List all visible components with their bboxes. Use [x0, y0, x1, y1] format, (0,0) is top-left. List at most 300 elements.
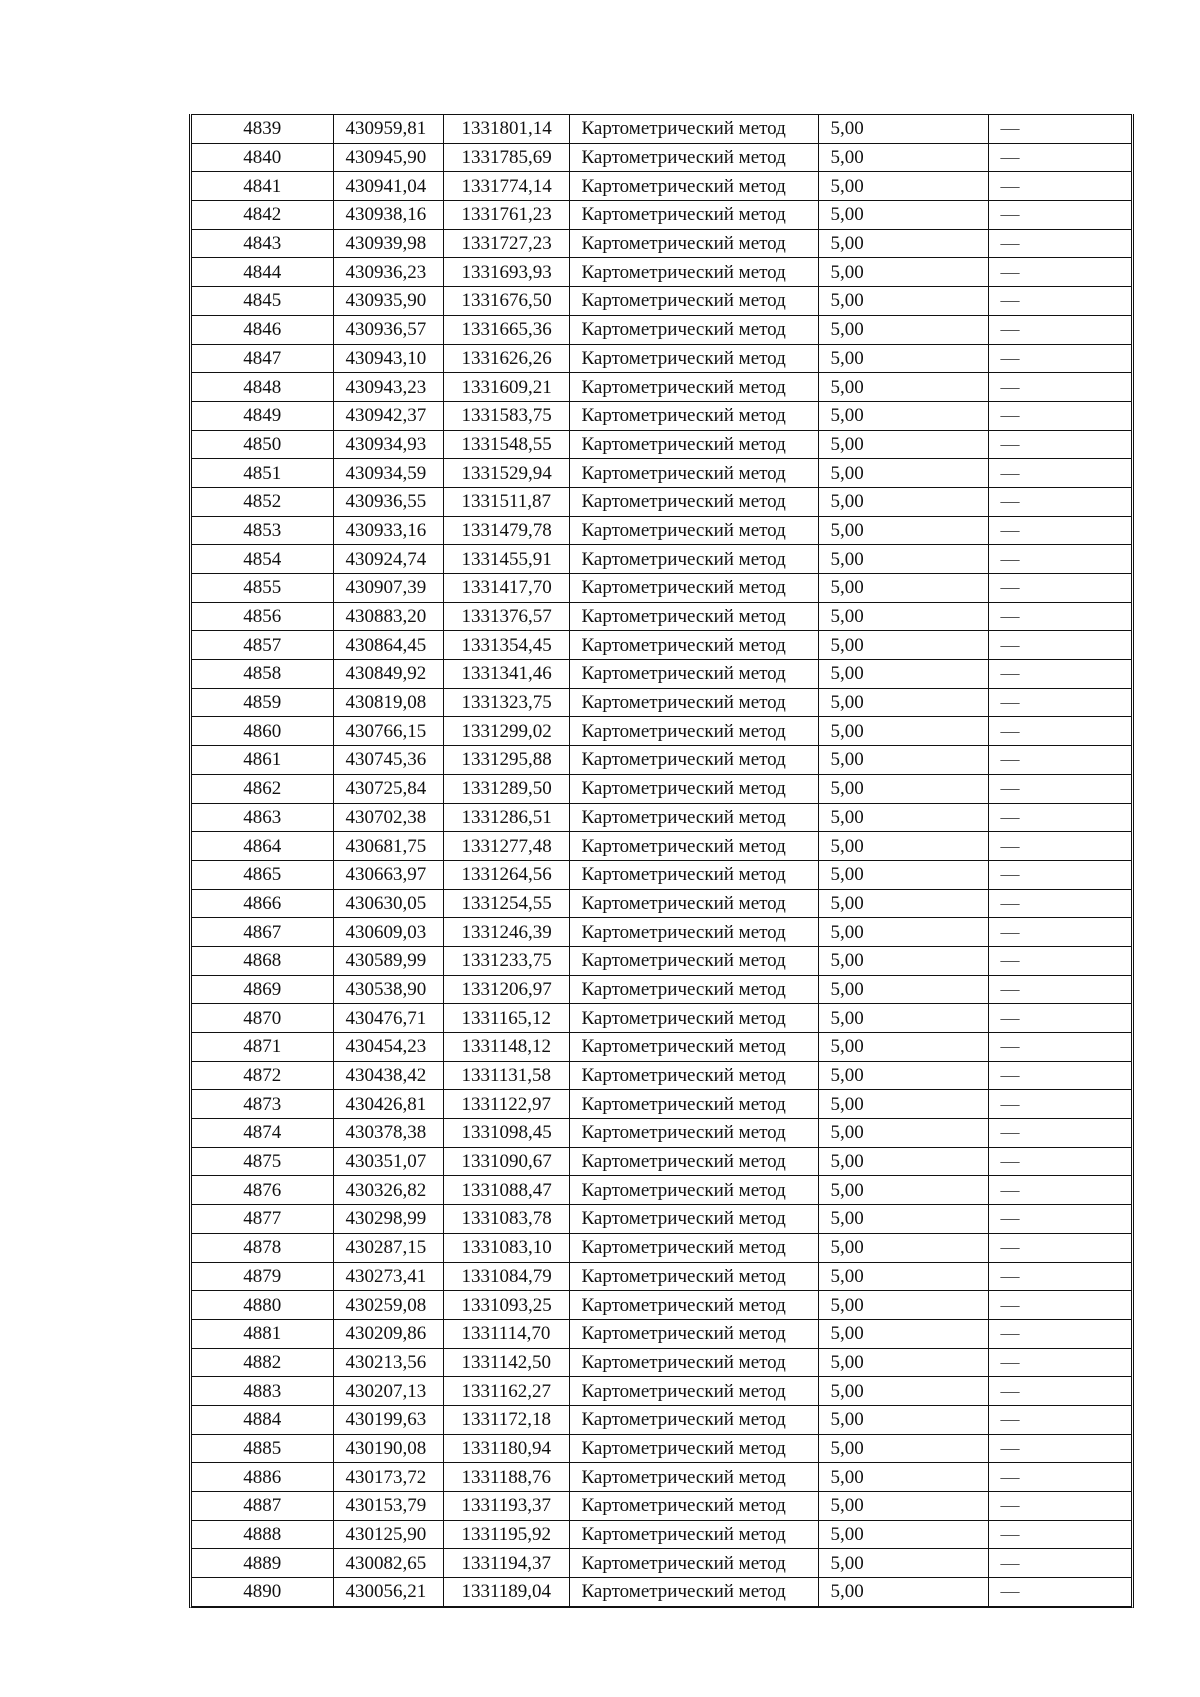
accuracy-cell: 5,00: [818, 315, 988, 344]
accuracy-cell: 5,00: [818, 1520, 988, 1549]
table-row: [192, 1492, 1131, 1521]
description-cell: —: [988, 1176, 1131, 1205]
point-number-cell: 4870: [192, 1004, 333, 1033]
x-coordinate-cell: 430907,39: [333, 574, 443, 603]
method-cell: Картометрический метод: [569, 1262, 818, 1291]
accuracy-cell: 5,00: [818, 430, 988, 459]
method-cell: Картометрический метод: [569, 918, 818, 947]
method-cell: Картометрический метод: [569, 143, 818, 172]
point-number-cell: 4850: [192, 430, 333, 459]
accuracy-cell: 5,00: [818, 660, 988, 689]
accuracy-cell: 5,00: [818, 258, 988, 287]
accuracy-cell: 5,00: [818, 401, 988, 430]
table-row: [192, 1119, 1131, 1148]
description-cell: —: [988, 1463, 1131, 1492]
table-row: [192, 832, 1131, 861]
y-coordinate-cell: 1331529,94: [443, 459, 569, 488]
x-coordinate-cell: 430082,65: [333, 1549, 443, 1578]
y-coordinate-cell: 1331180,94: [443, 1434, 569, 1463]
method-cell: Картометрический метод: [569, 1377, 818, 1406]
x-coordinate-cell: 430589,99: [333, 946, 443, 975]
table-row: [192, 287, 1131, 316]
x-coordinate-cell: 430766,15: [333, 717, 443, 746]
table-row: [192, 315, 1131, 344]
point-number-cell: 4890: [192, 1578, 333, 1607]
y-coordinate-cell: 1331148,12: [443, 1033, 569, 1062]
description-cell: —: [988, 1205, 1131, 1234]
x-coordinate-cell: 430945,90: [333, 143, 443, 172]
method-cell: Картометрический метод: [569, 860, 818, 889]
description-cell: —: [988, 258, 1131, 287]
x-coordinate-cell: 430173,72: [333, 1463, 443, 1492]
point-number-cell: 4867: [192, 918, 333, 947]
description-cell: —: [988, 1348, 1131, 1377]
description-cell: —: [988, 1319, 1131, 1348]
y-coordinate-cell: 1331083,78: [443, 1205, 569, 1234]
accuracy-cell: 5,00: [818, 201, 988, 230]
method-cell: Картометрический метод: [569, 373, 818, 402]
y-coordinate-cell: 1331122,97: [443, 1090, 569, 1119]
accuracy-cell: 5,00: [818, 115, 988, 144]
accuracy-cell: 5,00: [818, 832, 988, 861]
accuracy-cell: 5,00: [818, 516, 988, 545]
table-row: [192, 459, 1131, 488]
y-coordinate-cell: 1331194,37: [443, 1549, 569, 1578]
y-coordinate-cell: 1331511,87: [443, 487, 569, 516]
table-row: [192, 602, 1131, 631]
method-cell: Картометрический метод: [569, 832, 818, 861]
method-cell: Картометрический метод: [569, 401, 818, 430]
description-cell: —: [988, 459, 1131, 488]
x-coordinate-cell: 430725,84: [333, 774, 443, 803]
method-cell: Картометрический метод: [569, 631, 818, 660]
accuracy-cell: 5,00: [818, 975, 988, 1004]
y-coordinate-cell: 1331162,27: [443, 1377, 569, 1406]
accuracy-cell: 5,00: [818, 287, 988, 316]
description-cell: —: [988, 344, 1131, 373]
point-number-cell: 4869: [192, 975, 333, 1004]
y-coordinate-cell: 1331131,58: [443, 1061, 569, 1090]
description-cell: —: [988, 660, 1131, 689]
table-row: [192, 688, 1131, 717]
method-cell: Картометрический метод: [569, 746, 818, 775]
method-cell: Картометрический метод: [569, 688, 818, 717]
y-coordinate-cell: 1331727,23: [443, 229, 569, 258]
y-coordinate-cell: 1331583,75: [443, 401, 569, 430]
method-cell: Картометрический метод: [569, 975, 818, 1004]
accuracy-cell: 5,00: [818, 1348, 988, 1377]
table-row: [192, 430, 1131, 459]
table-row: [192, 1262, 1131, 1291]
method-cell: Картометрический метод: [569, 1319, 818, 1348]
point-number-cell: 4883: [192, 1377, 333, 1406]
accuracy-cell: 5,00: [818, 1262, 988, 1291]
y-coordinate-cell: 1331093,25: [443, 1291, 569, 1320]
point-number-cell: 4857: [192, 631, 333, 660]
point-number-cell: 4862: [192, 774, 333, 803]
method-cell: Картометрический метод: [569, 1520, 818, 1549]
point-number-cell: 4878: [192, 1233, 333, 1262]
accuracy-cell: 5,00: [818, 1549, 988, 1578]
table-row: [192, 918, 1131, 947]
y-coordinate-cell: 1331246,39: [443, 918, 569, 947]
x-coordinate-cell: 430199,63: [333, 1405, 443, 1434]
y-coordinate-cell: 1331295,88: [443, 746, 569, 775]
x-coordinate-cell: 430298,99: [333, 1205, 443, 1234]
point-number-cell: 4860: [192, 717, 333, 746]
point-number-cell: 4863: [192, 803, 333, 832]
table-row: [192, 631, 1131, 660]
description-cell: —: [988, 860, 1131, 889]
table-row: [192, 975, 1131, 1004]
table-row: [192, 803, 1131, 832]
method-cell: Картометрический метод: [569, 574, 818, 603]
x-coordinate-cell: 430609,03: [333, 918, 443, 947]
table-row: [192, 1520, 1131, 1549]
accuracy-cell: 5,00: [818, 946, 988, 975]
point-number-cell: 4879: [192, 1262, 333, 1291]
accuracy-cell: 5,00: [818, 1434, 988, 1463]
table-row: [192, 344, 1131, 373]
method-cell: Картометрический метод: [569, 172, 818, 201]
point-number-cell: 4840: [192, 143, 333, 172]
point-number-cell: 4865: [192, 860, 333, 889]
point-number-cell: 4841: [192, 172, 333, 201]
description-cell: —: [988, 143, 1131, 172]
description-cell: —: [988, 717, 1131, 746]
point-number-cell: 4868: [192, 946, 333, 975]
x-coordinate-cell: 430941,04: [333, 172, 443, 201]
description-cell: —: [988, 774, 1131, 803]
accuracy-cell: 5,00: [818, 717, 988, 746]
table-row: [192, 545, 1131, 574]
point-number-cell: 4846: [192, 315, 333, 344]
point-number-cell: 4855: [192, 574, 333, 603]
table-row: [192, 487, 1131, 516]
description-cell: —: [988, 803, 1131, 832]
accuracy-cell: 5,00: [818, 1578, 988, 1607]
table-row: [192, 1319, 1131, 1348]
point-number-cell: 4876: [192, 1176, 333, 1205]
x-coordinate-cell: 430745,36: [333, 746, 443, 775]
table-row: [192, 746, 1131, 775]
accuracy-cell: 5,00: [818, 1463, 988, 1492]
description-cell: —: [988, 1061, 1131, 1090]
accuracy-cell: 5,00: [818, 688, 988, 717]
accuracy-cell: 5,00: [818, 774, 988, 803]
x-coordinate-cell: 430959,81: [333, 115, 443, 144]
y-coordinate-cell: 1331083,10: [443, 1233, 569, 1262]
point-number-cell: 4873: [192, 1090, 333, 1119]
x-coordinate-cell: 430538,90: [333, 975, 443, 1004]
point-number-cell: 4874: [192, 1119, 333, 1148]
description-cell: —: [988, 487, 1131, 516]
table-body: [192, 115, 1131, 1607]
method-cell: Картометрический метод: [569, 459, 818, 488]
table-row: [192, 717, 1131, 746]
method-cell: Картометрический метод: [569, 430, 818, 459]
description-cell: —: [988, 1377, 1131, 1406]
description-cell: —: [988, 172, 1131, 201]
point-number-cell: 4851: [192, 459, 333, 488]
description-cell: —: [988, 1291, 1131, 1320]
point-number-cell: 4875: [192, 1147, 333, 1176]
x-coordinate-cell: 430378,38: [333, 1119, 443, 1148]
accuracy-cell: 5,00: [818, 1176, 988, 1205]
table-row: [192, 1147, 1131, 1176]
y-coordinate-cell: 1331289,50: [443, 774, 569, 803]
method-cell: Картометрический метод: [569, 1090, 818, 1119]
table-row: [192, 889, 1131, 918]
description-cell: —: [988, 201, 1131, 230]
x-coordinate-cell: 430943,23: [333, 373, 443, 402]
point-number-cell: 4854: [192, 545, 333, 574]
x-coordinate-cell: 430259,08: [333, 1291, 443, 1320]
accuracy-cell: 5,00: [818, 1147, 988, 1176]
point-number-cell: 4872: [192, 1061, 333, 1090]
x-coordinate-cell: 430476,71: [333, 1004, 443, 1033]
method-cell: Картометрический метод: [569, 1004, 818, 1033]
point-number-cell: 4877: [192, 1205, 333, 1234]
y-coordinate-cell: 1331455,91: [443, 545, 569, 574]
table-row: [192, 143, 1131, 172]
point-number-cell: 4887: [192, 1492, 333, 1521]
y-coordinate-cell: 1331189,04: [443, 1578, 569, 1607]
description-cell: —: [988, 1578, 1131, 1607]
description-cell: —: [988, 401, 1131, 430]
description-cell: —: [988, 287, 1131, 316]
y-coordinate-cell: 1331417,70: [443, 574, 569, 603]
description-cell: —: [988, 1405, 1131, 1434]
point-number-cell: 4884: [192, 1405, 333, 1434]
accuracy-cell: 5,00: [818, 1291, 988, 1320]
coordinates-table: [192, 114, 1131, 1607]
point-number-cell: 4845: [192, 287, 333, 316]
y-coordinate-cell: 1331693,93: [443, 258, 569, 287]
table-row: [192, 1348, 1131, 1377]
x-coordinate-cell: 430351,07: [333, 1147, 443, 1176]
table-row: [192, 574, 1131, 603]
point-number-cell: 4881: [192, 1319, 333, 1348]
accuracy-cell: 5,00: [818, 229, 988, 258]
description-cell: —: [988, 1520, 1131, 1549]
accuracy-cell: 5,00: [818, 1033, 988, 1062]
x-coordinate-cell: 430849,92: [333, 660, 443, 689]
table-row: [192, 1549, 1131, 1578]
y-coordinate-cell: 1331165,12: [443, 1004, 569, 1033]
x-coordinate-cell: 430936,23: [333, 258, 443, 287]
method-cell: Картометрический метод: [569, 774, 818, 803]
x-coordinate-cell: 430864,45: [333, 631, 443, 660]
description-cell: —: [988, 1549, 1131, 1578]
description-cell: —: [988, 1492, 1131, 1521]
accuracy-cell: 5,00: [818, 459, 988, 488]
point-number-cell: 4849: [192, 401, 333, 430]
point-number-cell: 4856: [192, 602, 333, 631]
table-row: [192, 1090, 1131, 1119]
x-coordinate-cell: 430935,90: [333, 287, 443, 316]
description-cell: —: [988, 1434, 1131, 1463]
description-cell: —: [988, 1004, 1131, 1033]
description-cell: —: [988, 688, 1131, 717]
accuracy-cell: 5,00: [818, 1119, 988, 1148]
x-coordinate-cell: 430209,86: [333, 1319, 443, 1348]
y-coordinate-cell: 1331188,76: [443, 1463, 569, 1492]
description-cell: —: [988, 889, 1131, 918]
y-coordinate-cell: 1331299,02: [443, 717, 569, 746]
description-cell: —: [988, 975, 1131, 1004]
point-number-cell: 4861: [192, 746, 333, 775]
description-cell: —: [988, 1119, 1131, 1148]
point-number-cell: 4858: [192, 660, 333, 689]
x-coordinate-cell: 430213,56: [333, 1348, 443, 1377]
point-number-cell: 4886: [192, 1463, 333, 1492]
table-row: [192, 946, 1131, 975]
y-coordinate-cell: 1331341,46: [443, 660, 569, 689]
table-row: [192, 115, 1131, 144]
method-cell: Картометрический метод: [569, 1434, 818, 1463]
point-number-cell: 4852: [192, 487, 333, 516]
x-coordinate-cell: 430630,05: [333, 889, 443, 918]
table-row: [192, 516, 1131, 545]
description-cell: —: [988, 229, 1131, 258]
y-coordinate-cell: 1331785,69: [443, 143, 569, 172]
accuracy-cell: 5,00: [818, 172, 988, 201]
description-cell: —: [988, 602, 1131, 631]
y-coordinate-cell: 1331098,45: [443, 1119, 569, 1148]
accuracy-cell: 5,00: [818, 344, 988, 373]
description-cell: —: [988, 746, 1131, 775]
accuracy-cell: 5,00: [818, 1492, 988, 1521]
description-cell: —: [988, 1147, 1131, 1176]
point-number-cell: 4864: [192, 832, 333, 861]
x-coordinate-cell: 430702,38: [333, 803, 443, 832]
table-row: [192, 401, 1131, 430]
y-coordinate-cell: 1331801,14: [443, 115, 569, 144]
accuracy-cell: 5,00: [818, 373, 988, 402]
x-coordinate-cell: 430819,08: [333, 688, 443, 717]
table-row: [192, 1176, 1131, 1205]
accuracy-cell: 5,00: [818, 1090, 988, 1119]
point-number-cell: 4859: [192, 688, 333, 717]
y-coordinate-cell: 1331323,75: [443, 688, 569, 717]
x-coordinate-cell: 430936,55: [333, 487, 443, 516]
table-row: [192, 1578, 1131, 1607]
point-number-cell: 4842: [192, 201, 333, 230]
x-coordinate-cell: 430287,15: [333, 1233, 443, 1262]
description-cell: —: [988, 574, 1131, 603]
method-cell: Картометрический метод: [569, 258, 818, 287]
accuracy-cell: 5,00: [818, 746, 988, 775]
method-cell: Картометрический метод: [569, 660, 818, 689]
x-coordinate-cell: 430934,93: [333, 430, 443, 459]
method-cell: Картометрический метод: [569, 889, 818, 918]
y-coordinate-cell: 1331142,50: [443, 1348, 569, 1377]
x-coordinate-cell: 430681,75: [333, 832, 443, 861]
table-row: [192, 1033, 1131, 1062]
accuracy-cell: 5,00: [818, 1377, 988, 1406]
table-row: [192, 1004, 1131, 1033]
accuracy-cell: 5,00: [818, 860, 988, 889]
point-number-cell: 4889: [192, 1549, 333, 1578]
description-cell: —: [988, 115, 1131, 144]
accuracy-cell: 5,00: [818, 143, 988, 172]
accuracy-cell: 5,00: [818, 1233, 988, 1262]
x-coordinate-cell: 430936,57: [333, 315, 443, 344]
x-coordinate-cell: 430153,79: [333, 1492, 443, 1521]
description-cell: —: [988, 832, 1131, 861]
accuracy-cell: 5,00: [818, 918, 988, 947]
x-coordinate-cell: 430426,81: [333, 1090, 443, 1119]
x-coordinate-cell: 430939,98: [333, 229, 443, 258]
x-coordinate-cell: 430438,42: [333, 1061, 443, 1090]
method-cell: Картометрический метод: [569, 717, 818, 746]
x-coordinate-cell: 430056,21: [333, 1578, 443, 1607]
y-coordinate-cell: 1331277,48: [443, 832, 569, 861]
y-coordinate-cell: 1331286,51: [443, 803, 569, 832]
x-coordinate-cell: 430883,20: [333, 602, 443, 631]
x-coordinate-cell: 430933,16: [333, 516, 443, 545]
y-coordinate-cell: 1331114,70: [443, 1319, 569, 1348]
x-coordinate-cell: 430663,97: [333, 860, 443, 889]
accuracy-cell: 5,00: [818, 803, 988, 832]
accuracy-cell: 5,00: [818, 1004, 988, 1033]
accuracy-cell: 5,00: [818, 631, 988, 660]
accuracy-cell: 5,00: [818, 487, 988, 516]
y-coordinate-cell: 1331676,50: [443, 287, 569, 316]
description-cell: —: [988, 946, 1131, 975]
table-row: [192, 774, 1131, 803]
method-cell: Картометрический метод: [569, 1578, 818, 1607]
table-row: [192, 1291, 1131, 1320]
y-coordinate-cell: 1331084,79: [443, 1262, 569, 1291]
table-row: [192, 258, 1131, 287]
description-cell: —: [988, 315, 1131, 344]
x-coordinate-cell: 430326,82: [333, 1176, 443, 1205]
description-cell: —: [988, 1262, 1131, 1291]
method-cell: Картометрический метод: [569, 1492, 818, 1521]
point-number-cell: 4882: [192, 1348, 333, 1377]
method-cell: Картометрический метод: [569, 487, 818, 516]
point-number-cell: 4880: [192, 1291, 333, 1320]
table-row: [192, 373, 1131, 402]
description-cell: —: [988, 918, 1131, 947]
table-row: [192, 1061, 1131, 1090]
method-cell: Картометрический метод: [569, 1405, 818, 1434]
x-coordinate-cell: 430273,41: [333, 1262, 443, 1291]
x-coordinate-cell: 430942,37: [333, 401, 443, 430]
accuracy-cell: 5,00: [818, 1061, 988, 1090]
description-cell: —: [988, 1033, 1131, 1062]
point-number-cell: 4843: [192, 229, 333, 258]
point-number-cell: 4888: [192, 1520, 333, 1549]
table-row: [192, 1463, 1131, 1492]
y-coordinate-cell: 1331195,92: [443, 1520, 569, 1549]
y-coordinate-cell: 1331264,56: [443, 860, 569, 889]
y-coordinate-cell: 1331088,47: [443, 1176, 569, 1205]
y-coordinate-cell: 1331233,75: [443, 946, 569, 975]
table-row: [192, 201, 1131, 230]
point-number-cell: 4885: [192, 1434, 333, 1463]
method-cell: Картометрический метод: [569, 1549, 818, 1578]
method-cell: Картометрический метод: [569, 315, 818, 344]
x-coordinate-cell: 430190,08: [333, 1434, 443, 1463]
method-cell: Картометрический метод: [569, 1233, 818, 1262]
table-row: [192, 1377, 1131, 1406]
method-cell: Картометрический метод: [569, 201, 818, 230]
x-coordinate-cell: 430938,16: [333, 201, 443, 230]
description-cell: —: [988, 1233, 1131, 1262]
